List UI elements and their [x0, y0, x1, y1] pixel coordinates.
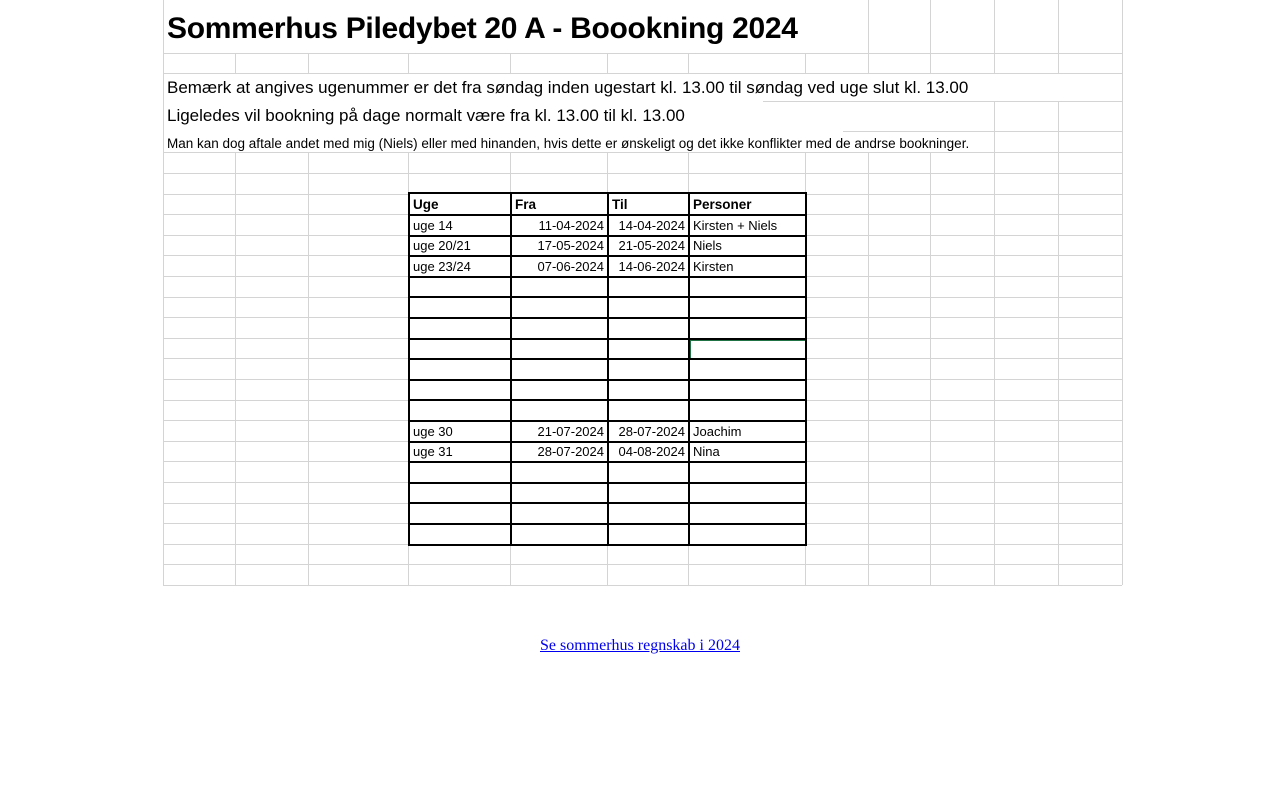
selected-cell — [689, 339, 806, 360]
grid-line — [1122, 101, 1123, 152]
booking-table — [408, 192, 807, 546]
footer-link-row — [0, 637, 1280, 655]
table-cell — [409, 277, 511, 298]
table-cell — [511, 339, 608, 360]
regnskab-link[interactable]: Se sommerhus regnskab i 2024 — [540, 637, 740, 654]
table-cell: 28-07-2024 — [608, 421, 689, 442]
table-cell: 14-04-2024 — [608, 215, 689, 236]
grid-line — [994, 53, 995, 73]
table-cell — [689, 503, 806, 524]
grid-line — [1058, 0, 1059, 53]
grid-line — [994, 0, 995, 53]
grid-line — [1058, 101, 1059, 152]
grid-line — [163, 173, 1122, 174]
grid-line — [930, 0, 931, 53]
note-line-3: Man kan dog aftale andet med mig (Niels) eller med hinanden, hvis dette er ønskeligt og det ikke konflikter med de andrse bookninger. — [167, 136, 973, 151]
grid-line — [163, 73, 1122, 74]
table-cell: 04-08-2024 — [608, 442, 689, 463]
table-cell — [608, 380, 689, 401]
grid-line — [930, 152, 931, 585]
grid-line — [868, 53, 869, 73]
grid-line — [1058, 53, 1059, 73]
table-cell — [608, 462, 689, 483]
table-cell — [409, 339, 511, 360]
grid-line — [163, 564, 1122, 565]
column-header-til: Til — [608, 193, 689, 215]
grid-line — [163, 53, 164, 73]
table-row — [409, 215, 806, 236]
table-cell — [608, 339, 689, 360]
grid-line — [930, 53, 931, 73]
table-cell — [689, 483, 806, 504]
table-cell — [689, 318, 806, 339]
table-cell — [608, 318, 689, 339]
table-cell — [511, 462, 608, 483]
table-row — [409, 256, 806, 277]
table-cell: Niels — [689, 236, 806, 257]
table-cell: uge 14 — [409, 215, 511, 236]
table-cell: Kirsten + Niels — [689, 215, 806, 236]
grid-line — [308, 53, 309, 73]
selection-outline — [689, 339, 806, 360]
grid-line — [235, 53, 236, 73]
column-header-fra: Fra — [511, 193, 608, 215]
grid-line — [163, 152, 164, 585]
grid-line — [688, 53, 689, 73]
table-cell — [689, 380, 806, 401]
table-cell — [689, 297, 806, 318]
table-cell: 21-05-2024 — [608, 236, 689, 257]
table-row — [409, 380, 806, 401]
grid-line — [510, 53, 511, 73]
table-cell — [511, 359, 608, 380]
grid-line — [868, 0, 869, 53]
grid-line — [868, 152, 869, 585]
grid-line — [163, 0, 164, 53]
table-row — [409, 503, 806, 524]
grid-line — [1122, 0, 1123, 53]
grid-line — [163, 585, 1122, 586]
grid-line — [994, 101, 995, 152]
grid-line — [805, 53, 806, 73]
table-cell — [409, 503, 511, 524]
table-cell: Joachim — [689, 421, 806, 442]
table-cell — [608, 483, 689, 504]
table-header-row — [409, 193, 806, 215]
table-row — [409, 359, 806, 380]
table-cell — [689, 400, 806, 421]
grid-line — [163, 53, 1122, 54]
table-cell: 17-05-2024 — [511, 236, 608, 257]
grid-line — [1122, 53, 1123, 73]
grid-line — [163, 101, 164, 152]
grid-line — [163, 73, 164, 101]
table-cell — [409, 359, 511, 380]
table-cell — [409, 380, 511, 401]
grid-line — [408, 53, 409, 73]
table-row — [409, 442, 806, 463]
table-cell — [608, 400, 689, 421]
grid-line — [235, 152, 236, 585]
grid-line — [994, 152, 995, 585]
table-cell — [689, 462, 806, 483]
table-cell — [409, 483, 511, 504]
table-cell — [511, 380, 608, 401]
table-row — [409, 483, 806, 504]
table-row — [409, 277, 806, 298]
grid-line — [763, 101, 1122, 102]
table-cell: 11-04-2024 — [511, 215, 608, 236]
note-line-1: Bemærk at angives ugenummer er det fra søndag inden ugestart kl. 13.00 til søndag ved uge slut kl. 13.00 — [167, 78, 972, 98]
table-cell: 14-06-2024 — [608, 256, 689, 277]
table-cell — [409, 462, 511, 483]
table-cell — [511, 524, 608, 545]
grid-line — [163, 152, 1122, 153]
column-header-personer: Personer — [689, 193, 806, 215]
table-cell — [608, 524, 689, 545]
table-cell — [409, 297, 511, 318]
grid-line — [843, 131, 1122, 132]
grid-line — [308, 152, 309, 585]
table-cell — [608, 277, 689, 298]
page-title: Sommerhus Piledybet 20 A - Boookning 2024 — [167, 10, 802, 48]
table-row — [409, 236, 806, 257]
table-row — [409, 400, 806, 421]
table-cell: uge 31 — [409, 442, 511, 463]
table-row — [409, 462, 806, 483]
table-row — [409, 524, 806, 545]
table-cell: Kirsten — [689, 256, 806, 277]
table-cell — [409, 524, 511, 545]
grid-line — [1058, 152, 1059, 585]
table-cell: 21-07-2024 — [511, 421, 608, 442]
table-row — [409, 339, 806, 360]
table-cell — [689, 524, 806, 545]
table-cell: Nina — [689, 442, 806, 463]
table-cell — [689, 359, 806, 380]
table-cell — [511, 400, 608, 421]
table-cell — [511, 277, 608, 298]
table-cell — [409, 400, 511, 421]
table-cell: 28-07-2024 — [511, 442, 608, 463]
grid-line — [607, 53, 608, 73]
table-cell — [608, 503, 689, 524]
spreadsheet-sheet — [163, 0, 1122, 585]
table-cell: 07-06-2024 — [511, 256, 608, 277]
table-cell — [511, 483, 608, 504]
table-cell: uge 23/24 — [409, 256, 511, 277]
note-line-2: Ligeledes vil bookning på dage normalt være fra kl. 13.00 til kl. 13.00 — [167, 106, 689, 126]
table-cell — [689, 277, 806, 298]
table-cell: uge 20/21 — [409, 236, 511, 257]
table-row — [409, 318, 806, 339]
column-header-uge: Uge — [409, 193, 511, 215]
table-cell — [608, 297, 689, 318]
grid-line — [1122, 152, 1123, 585]
grid-line — [1122, 73, 1123, 101]
table-cell — [608, 359, 689, 380]
table-cell — [409, 318, 511, 339]
table-cell — [511, 297, 608, 318]
table-row — [409, 297, 806, 318]
table-cell — [511, 503, 608, 524]
table-cell: uge 30 — [409, 421, 511, 442]
table-cell — [511, 318, 608, 339]
table-row — [409, 421, 806, 442]
